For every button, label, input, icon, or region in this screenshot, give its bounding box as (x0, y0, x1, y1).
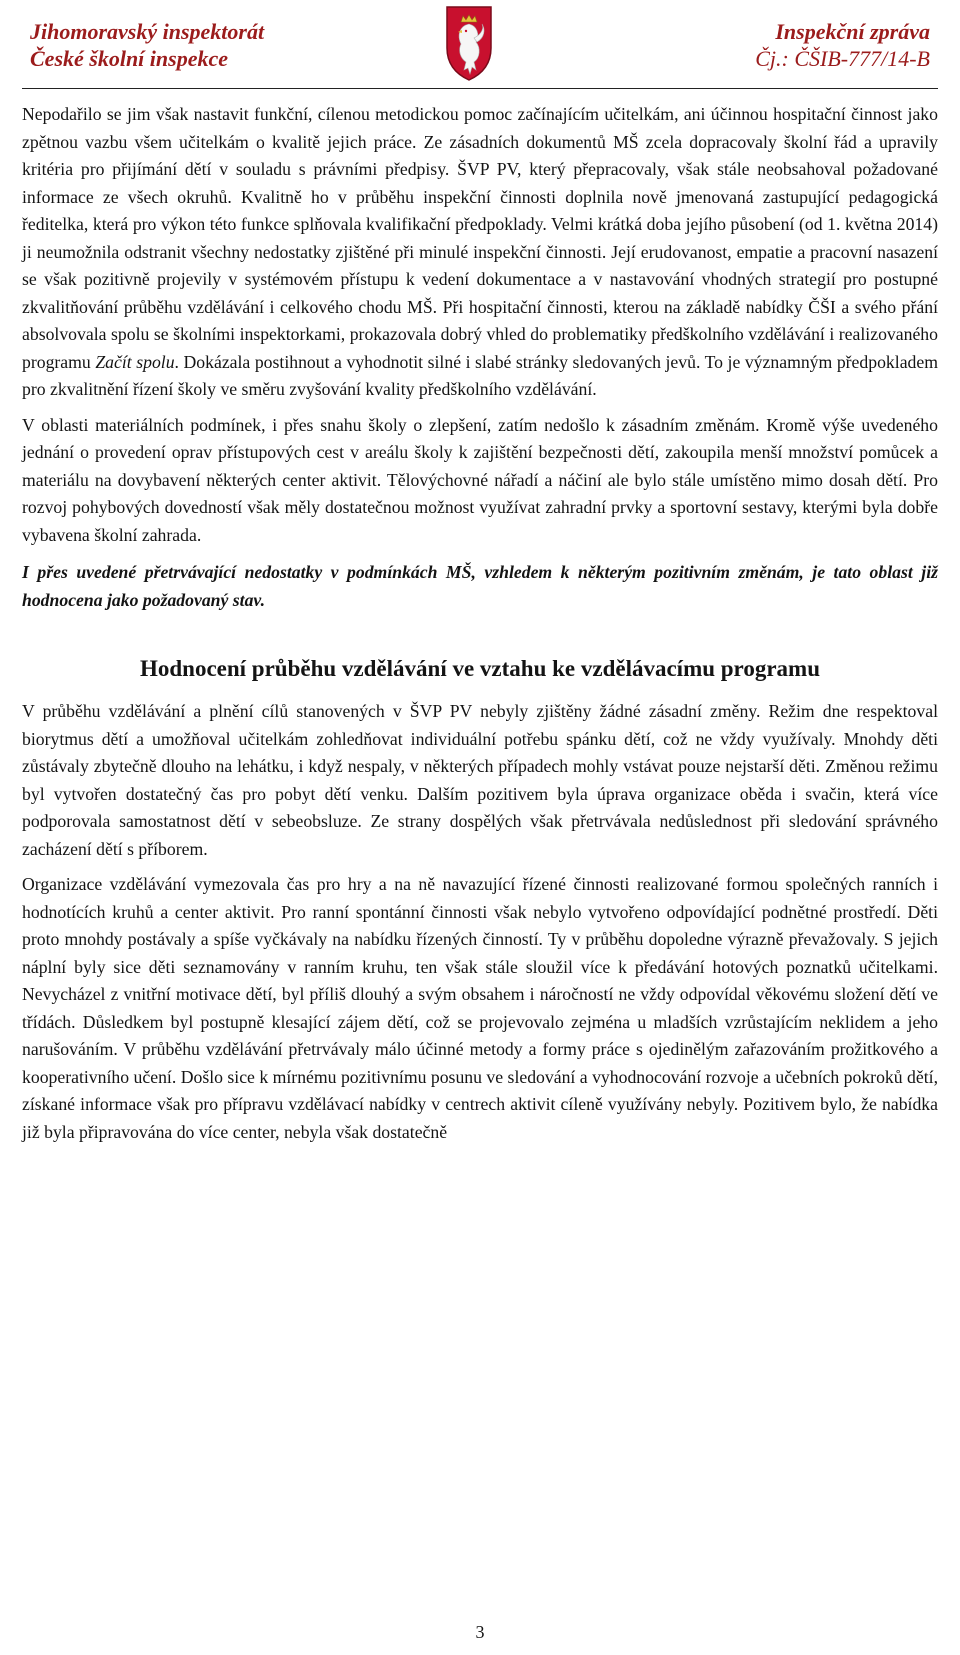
page-header (22, 0, 938, 89)
page-number: 3 (475, 1622, 485, 1642)
czech-coat-of-arms-icon (444, 4, 494, 82)
paragraph-material-conditions: V oblasti materiálních podmínek, i přes snahu školy o zlepšení, zatím nedošlo k zásadním změnám. Kromě výše uvedeného jednání o provedení oprav přístupových cest v areálu školy k zajištění bezpečnosti dětí, zakoupila menší množství pomůcek a materiálu na dovybavení některých center aktivit. Tělovýchovné nářadí a náčiní ale bylo stále umístěno mimo dosah dětí. Pro rozvoj pohybových dovedností však měly dostatečnou možnost využívat zahradní prvky a sportovní sestavy, kterými byla dobře vybavena školní zahrada. (22, 414, 938, 545)
header-left (30, 18, 264, 72)
section-heading: Hodnocení průběhu vzdělávání ve vztahu ke vzdělávacímu programu (139, 656, 821, 681)
report-type: Inspekční zpráva (775, 19, 930, 44)
paragraph-management: Nepodařilo se jim však nastavit funkční, cílenou metodickou pomoc začínajícím učitelkám, ani účinnou hospitační činnost jako zpětnou vazbu všem učitelkám o kvalitě jejich práce. Ze zásadních dokumentů MŠ zcela dopracovaly školní řád a upravily kritéria pro přijímání dětí v souladu s právními předpisy. ŠVP PV, který přepracovaly, však stále neobsahoval požadované informace ze všech okruhů. Kvalitně ho v průběhu inspekční činnosti doplnila nově jmenovaná zastupující pedagogická ředitelka, která pro výkon této funkce splňovala kvalifikační předpoklady. Velmi krátká doba jejího působení (od 1. května 2014) ji neumožnila odstranit všechny nedostatky zjištěné při minulé inspekční činnosti. Její erudovanost, empatie a pracovní nasazení se však pozitivně projevily v systémovém přístupu k vedení dokumentace a v nastavování vhodných strategií pro postupné zkvalitňování průběhu vzdělávání i celkového chodu MŠ. Při hospitační činnosti, kterou na základě nabídky ČŠI a svého přání absolvovala spolu se školními inspektorkami, prokazovala dobrý vhled do problematiky předškolního vzdělávání i realizovaného programu Začít spolu. Dokázala postihnout a vyhodnotit silné i slabé stránky sledovaných jevů. To je významným předpokladem pro zkvalitnění řízení školy ve směru zvyšování kvality předškolního vzdělávání. (22, 104, 938, 399)
program-name: Začít spolu (95, 351, 175, 372)
reference-number: Čj.: ČŠIB-777/14-B (755, 46, 930, 71)
header-right (755, 18, 930, 72)
paragraph-evaluation-summary: I přes uvedené přetrvávající nedostatky v podmínkách MŠ, vzhledem k některým pozitivním změnám, je tato oblast již hodnocena jako požadovaný stav. (22, 562, 938, 610)
document-content (22, 89, 938, 1146)
inspection-authority-name: České školní inspekce (30, 46, 228, 71)
inspectorate-name: Jihomoravský inspektorát (30, 19, 265, 44)
paragraph-daily-regime: V průběhu vzdělávání a plnění cílů stanovených v ŠVP PV nebyly zjištěny žádné zásadní změny. Režim dne respektoval biorytmus dětí a umožňoval učitelkám zohledňovat individuální potřebu spánku dětí, což ne vždy využívaly. Mnohdy děti zůstávaly zbytečně dlouho na lehátku, i když nespaly, v některých případech mohly vstávat pouze nejstarší děti. Změnou režimu byl vytvořen dostatečný čas pro pobyt dětí venku. Dalším pozitivem byla úprava organizace oběda i svačin, která více podporovala samostatnost dětí v sebeobsluze. Ze strany dospělých však přetrvávala nedůslednost při sledování správného zacházení dětí s příborem. (22, 701, 938, 859)
paragraph-education-organization: Organizace vzdělávání vymezovala čas pro hry a na ně navazující řízené činnosti realizované formou společných ranních i hodnotících kruhů a center aktivit. Pro ranní spontánní činnosti však nebylo vytvořeno odpovídající podnětné prostředí. Děti proto mnohdy postávaly a spíše vyčkávaly na nabídku řízených činností. Ty v průběhu dopoledne výrazně převažovaly. S jejich náplní byly sice děti seznamovány v ranním kruhu, ten však stále sloužil více k předávání hotových poznatků učitelkami. Nevycházel z vnitřní motivace dětí, byl příliš dlouhý a svým obsahem i náročností ne vždy odpovídal věkovému složení dětí ve třídách. Důsledkem byl postupně klesající zájem dětí, což se projevovalo zejména u mladších vzrůstajícím neklidem a jeho narušováním. V průběhu vzdělávání přetrvávaly málo účinné metody a formy práce s ojedinělým zařazováním prožitkového a kooperativního učení. Došlo sice k mírnému pozitivnímu posunu ve sledování a vyhodnocování rozvoje a učebních pokroků dětí, získané informace však pro přípravu vzdělávací nabídky v centrech aktivit cíleně využívány nebyly. Pozitivem bylo, že nabídka již byla připravována do více center, nebyla však dostatečně (22, 874, 938, 1142)
